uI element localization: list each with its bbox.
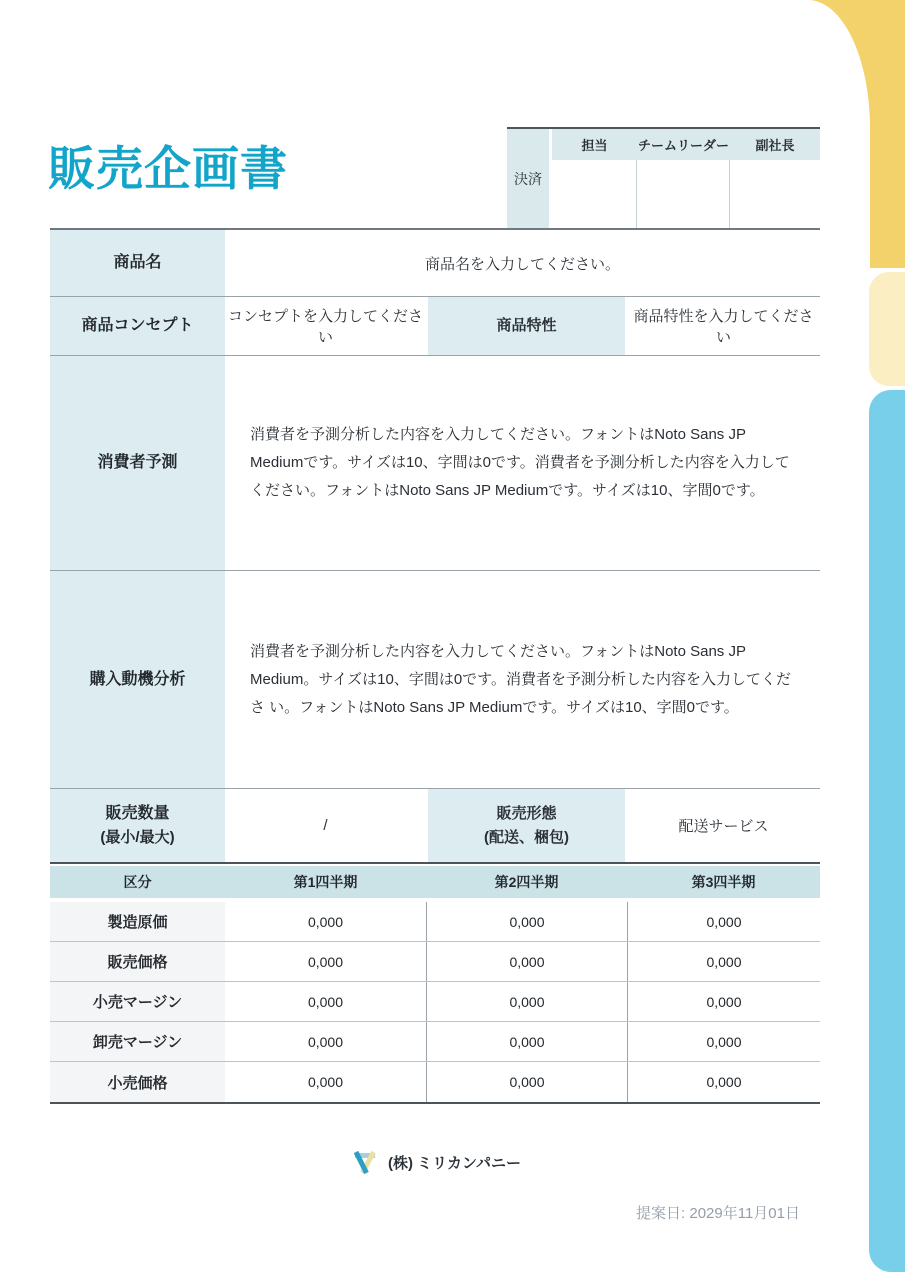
proposal-date: 提案日: 2029年11月01日 [636,1205,800,1222]
row-label: 販売価格 [50,942,225,981]
cell-value[interactable]: 0,000 [627,902,820,941]
row-label: 小売価格 [50,1062,225,1102]
purchase-motivation-input[interactable]: 消費者を予測分析した内容を入力してください。フォントはNoto Sans JP Medium。サイズは10、字間は0です。消費者を予測分析した内容を入力してくださ い。フォントはNoto Sans JP Mediumです。サイズは10、字間0です。 [250,642,791,716]
sales-quantity-input[interactable]: / [323,817,328,834]
row-sales-quantity [50,789,820,864]
row-product-name [50,230,820,297]
cell-value[interactable]: 0,000 [426,1022,627,1061]
approval-signature-row [552,160,820,228]
quarter-header-q2: 第2四半期 [494,874,559,890]
product-name-input[interactable]: 商品名を入力してください。 [424,255,620,273]
signature-cell-team-leader[interactable] [637,160,730,228]
row-consumer-forecast [50,356,820,571]
quarter-header-category: 区分 [123,874,152,890]
product-feature-label: 商品特性 [426,297,627,355]
sales-quantity-label-line2: (最小/最大) [100,828,175,846]
row-label: 小売マージン [50,982,225,1021]
edge-shape-cream [869,272,905,386]
cell-value[interactable]: 0,000 [225,942,426,981]
sales-quantity-label-line1: 販売数量 [105,804,170,822]
quarter-header-q1: 第1四半期 [293,874,358,890]
company-name: (株) ミリカンパニー [388,1154,521,1172]
table-row-wholesale-margin [50,1022,820,1062]
consumer-forecast-label: 消費者予測 [50,356,225,570]
cell-value[interactable]: 0,000 [225,1022,426,1061]
sales-quantity-label [50,789,225,862]
signature-cell-tantou[interactable] [552,160,637,228]
product-feature-input[interactable]: 商品特性を入力してください [633,308,814,346]
approval-header-row [552,129,820,160]
purchase-motivation-label: 購入動機分析 [50,571,225,788]
cell-value[interactable]: 0,000 [225,1062,426,1102]
cell-value[interactable]: 0,000 [627,982,820,1021]
cell-value[interactable]: 0,000 [426,902,627,941]
sales-form-label-line1: 販売形態 [496,804,557,822]
cell-value[interactable]: 0,000 [426,942,627,981]
consumer-forecast-input[interactable]: 消費者を予測分析した内容を入力してください。フォントはNoto Sans JP Mediumです。サイズは10、字間は0です。消費者を予測分析した内容を入力してください。フォントはNoto Sans JP Mediumです。サイズは10、字間0です。 [250,426,790,499]
approval-col-vice-president: 副社長 [755,138,795,153]
page-title: 販売企画書 [48,142,288,195]
delivery-service-input[interactable]: 配送サービス [678,818,769,835]
approval-col-tantou: 担当 [581,138,608,153]
table-row-retail-margin [50,982,820,1022]
concept-label: 商品コンセプト [50,297,225,355]
table-row-manufacturing-cost [50,902,820,942]
product-name-label: 商品名 [50,230,225,296]
cell-value[interactable]: 0,000 [426,982,627,1021]
approval-columns [552,129,820,228]
cell-value[interactable]: 0,000 [627,1062,820,1102]
table-row-retail-price [50,1062,820,1102]
row-label: 卸売マージン [50,1022,225,1061]
cell-value[interactable]: 0,000 [225,902,426,941]
edge-shape-blue [869,390,905,1272]
row-purchase-motivation [50,571,820,789]
footer [0,1146,870,1178]
company-logo-icon [349,1146,379,1178]
row-concept [50,297,820,356]
approval-row-label: 決済 [507,129,552,228]
row-label: 製造原価 [50,902,225,941]
concept-input[interactable]: コンセプトを入力してください [227,308,423,346]
cell-value[interactable]: 0,000 [627,1022,820,1061]
cell-value[interactable]: 0,000 [426,1062,627,1102]
cell-value[interactable]: 0,000 [225,982,426,1021]
sales-form-label-line2: (配送、梱包) [484,828,569,846]
quarter-data-table [50,902,820,1104]
approval-table [507,127,820,228]
cell-value[interactable]: 0,000 [627,942,820,981]
quarter-header-q3: 第3四半期 [691,874,756,890]
sales-form-label [426,789,627,862]
quarter-header-row [50,866,820,898]
product-form-table [50,228,820,864]
signature-cell-vice-president[interactable] [730,160,820,228]
approval-col-team-leader: チームリーダー [637,138,729,153]
table-row-selling-price [50,942,820,982]
